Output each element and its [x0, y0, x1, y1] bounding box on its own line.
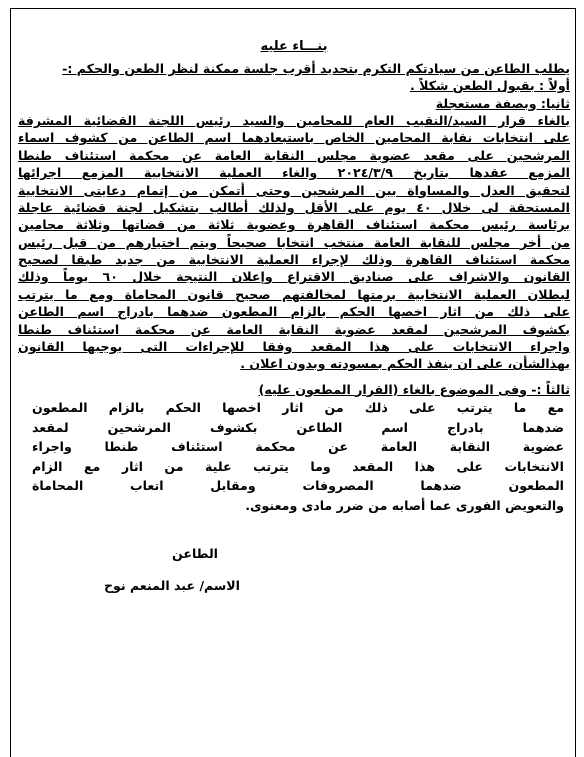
paragraph-line: المطعون ضدهما المصروفات ومقابل اتعاب المحاماة: [32, 478, 564, 494]
signature-name: الاسم/ عبد المنعم نوح: [103, 577, 240, 593]
signature-title: الطاعن: [172, 546, 218, 562]
paragraph-line: ضدهما بادراج اسم الطاعن بكشوف المرشحين لمقعد: [32, 419, 564, 435]
paragraph-line: عضوية النقابة العامة عن محكمة استئناف طنطا واجراء: [32, 439, 564, 455]
paragraph-line: لتحقيق العدل والمساواة بين المرشحين وحتى أتمكن من إتمام دعايتى الانتخابية: [18, 182, 570, 198]
paragraph-line: محكمة استئناف القاهرة وذلك لإجراء العملية الانتخابية من جديد طبقا لصحيح: [18, 252, 570, 268]
paragraph-line: المستحقة لى خلال ٤٠ يوم على الأقل ولذلك أطالب بتشكيل لجنة قضائية عاجلة: [18, 199, 570, 215]
third-request-body: [18, 398, 570, 515]
paragraph-line: بهذالشأن، على ان ينفذ الحكم بمسودته وبدون اعلان .: [240, 356, 570, 372]
paragraph-line: المرشحين على مقعد عضوية مجلس النقابة العامة عن محكمة استئناف طنطا: [18, 147, 570, 163]
paragraph-line: من أخر مجلس للنقابة العامة منتخب انتخابا صحيحاً ويتم اختيارهم من قبل رئيس: [18, 234, 570, 250]
paragraph-line: والتعويض الفورى عما أصابه من ضرر مادى ومعنوى.: [245, 497, 564, 513]
second-request: ثانيا: وبصفة مستعجلة: [435, 95, 570, 111]
paragraph-line: المزمع عقدها بتاريخ ٢٠٢٤/٣/٩ والغاء العملية الانتخابية المزمع اجرائها: [18, 165, 570, 181]
third-request-section: [18, 381, 570, 515]
signature-block: [18, 545, 570, 594]
document-heading: بنـــاء عليه: [260, 39, 328, 54]
paragraph-line: القانون والاشراف على صناديق الاقتراع وإعلان النتيجة خلال ٦٠ يوماً وذلك: [18, 269, 571, 285]
paragraph-line: لبطلان العملية الانتخابية برمتها لمخالفتهم صحيح قانون المحاماة ومع ما يترتب: [18, 286, 570, 302]
paragraph-line: بالغاء قرار السيد/النقيب العام للمحامين والسيد رئيس اللجنة القضائية المشرفة: [18, 113, 570, 129]
urgent-request-paragraph: [18, 112, 570, 373]
third-request-heading: ثالثاً :- وفى الموضوع بالغاء (القرار المطعون عليه): [258, 381, 570, 397]
paragraph-line: الانتخابات على هذا المقعد وما يترتب علية من اثار مع الزام: [32, 458, 564, 474]
paragraph-line: على ذلك من اثار اخصها الحكم بالزام المطعون ضدهما بادراج اسم الطاعن: [18, 304, 570, 320]
paragraph-line: بكشوف المرشحين لمقعد عضوية النقابة العامة عن محكمة استئناف طنطا: [18, 321, 570, 337]
paragraph-line: واجراء الانتخابات على هذا المقعد وفقا للإجراءات التى يوجبها القانون: [18, 338, 570, 354]
paragraph-line: مع ما يترتب على ذلك من اثار اخصها الحكم بالزام المطعون: [32, 400, 564, 416]
document-body: [18, 38, 570, 594]
paragraph-line: برئاسة رئيس محكمة استئناف القاهرة وعضوية ثلاثة من قضاتها وثلاثة محامين: [18, 217, 570, 233]
intro-line: يطلب الطاعن من سيادتكم التكرم بتحديد أقرب جلسة ممكنة لنظر الطعن والحكم :-: [62, 60, 570, 76]
first-request: أولاً : بقبول الطعن شكلاً .: [409, 78, 570, 94]
paragraph-line: على انتخابات نقابة المحامين الخاص باستبعادهما اسم الطاعن من كشوف اسماء: [18, 130, 570, 146]
